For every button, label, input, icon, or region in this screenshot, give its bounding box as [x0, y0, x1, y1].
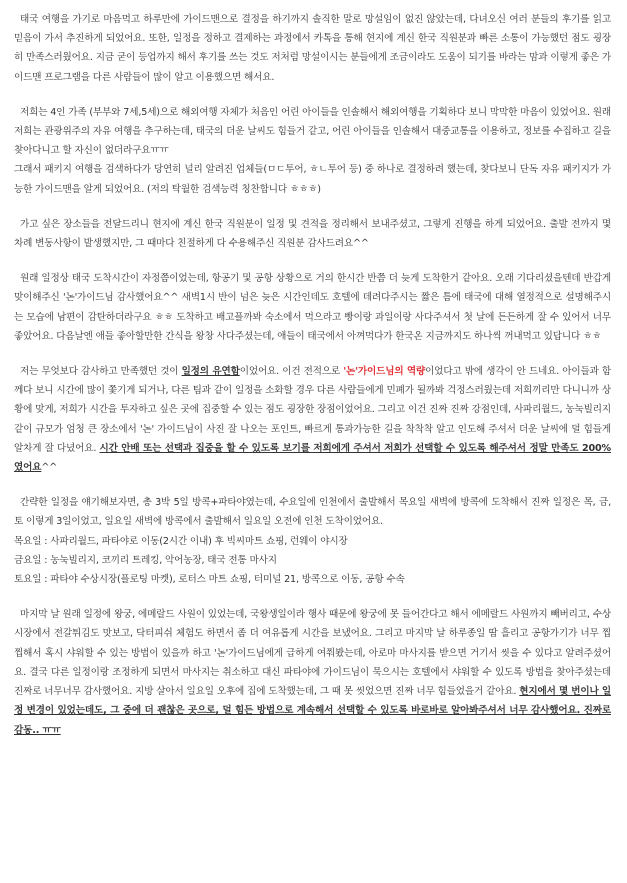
flexibility-paragraph	[14, 362, 611, 477]
schedule-paragraph	[14, 493, 611, 589]
flex-emphasis-1: 일정의 유연함	[181, 366, 240, 378]
flex-text-mid2: 이었다고 밖에 생각이 안 드네요. 아이들과 함께다 보니 시간에 많이 쫓기게 되거나, 다른 팀과 같이 일정을 소화할 경우 다른 사람들에게 민폐가 될까봐 걱정스러웠는데 저희끼리만 다니니까 상황에 맞게, 저희가 시간을 투자하고 싶은 곳에 집중할 수 있는 점도 굉장한 장점이었어요. 그리고 이건 진짜 진짜 강점인데, 사파리월드, 농눅빌리지 같이 규모가 엄청 큰 장소에서 '논' 가이드님이 사진 잘 나오는 포인트, 빠르게 통과가능한 길을 착착착 알고 인도해 주셔서 더운 날씨에 덜 힘들게 알차게 잘 다녔어요.	[14, 366, 611, 454]
last-day-paragraph	[14, 605, 611, 739]
guide-ability-highlight: '논'가이드님의 역량	[343, 366, 426, 378]
arrival-text: 원래 일정상 태국 도착시간이 자정쯤이었는데, 항공기 및 공항 상황으로 거의 한시간 반쯤 더 늦게 도착한거 같아요. 오래 기다리셨을텐데 반갑게 맞이해주신 '논'가이드님 감사했어요^^ 새벽1시 반이 넘은 늦은 시간인데도 호텔에 데려다주시는 짧은 틈에 태국에 대해 열정적으로 설명해주시는 모습에 남편이 감탄하더라구요 ㅎㅎ 도착하고 배고플까봐 숙소에서 먹으라고 빵이랑 과일이랑 사다주셔서 첫 날에 든든하게 잘 수 있어서 너무 좋았어요. 다음날엔 애들 좋아할만한 간식을 왕창 사다주셨는데, 애들이 태국에서 아껴먹다가 한국온 지금까지도 하나씩 꺼내먹고 있답니다 ㅎㅎ	[14, 273, 611, 342]
schedule-intro: 간략한 일정을 얘기해보자면, 총 3박 5일 방콕+파타야였는데, 수요일에 인천에서 출발해서 목요일 새벽에 방콕에 도착해서 진짜 일정은 목, 금, 토 이렇게 3일이었고, 일요일 새벽에 방콕에서 출발해서 일요일 오전에 인천 도착이었어요.	[14, 497, 611, 528]
flex-emphasis-2: 시간 안배 또는 선택과 집중을 할 수 있도록 보기를 저희에게 주셔서 저희가 선택할 수 있도록 해주셔서 정말 만족도 200%였어요	[14, 442, 611, 474]
intro-text: 태국 여행을 가기로 마음먹고 하루만에 가이드맨으로 결정을 하기까지 솔직한 말로 망설임이 없진 않았는데, 다녀오신 여러 분들의 후기를 읽고 믿음이 가서 추진하게 되었어요. 또한, 일정을 정하고 결제하는 과정에서 카톡을 통해 현지에 계신 한국 직원분과 빠른 소통이 가능했던 점도 굉장히 만족스러웠어요. 지금 굳이 등업까지 해서 후기를 쓰는 것도 저처럼 망설이시는 분들에게 조금이라도 도움이 되기를 바라는 맘과 이렇게 좋은 가이드맨 프로그램을 다른 사람들이 많이 알고 이용했으면 해서요.	[14, 14, 611, 83]
family-paragraph	[14, 103, 611, 199]
schedule-thursday: 목요일 : 사파리월드, 파타야로 이동(2시간 이내) 후 빅씨마트 쇼핑, 런웨이 야시장	[14, 535, 348, 547]
schedule-friday: 금요일 : 농눅빌리지, 코끼리 트레킹, 악어농장, 태국 전통 마사지	[14, 554, 277, 566]
last-day-text: 마지막 날 원래 일정에 왕궁, 에메랄드 사원이 있었는데, 국왕생일이라 행사 때문에 왕궁에 못 들어간다고 해서 에메랄드 사원까지 빼버리고, 수상시장에서 전갈튀김도 맛보고, 닥터피쉬 체험도 하면서 좀 더 여유롭게 시간을 보냈어요. 그리고 마지막 날 하루종일 땀 흘리고 공항가기가 너무 찝찝해서 혹시 샤워할 수 있는 방법이 있을까 하고 '논'가이드님에게 급하게 여쭤봤는데, 아로마 마사지를 받으면 거기서 씻을 수 있다고 알려주셨어요. 결국 다른 일정이랑 조정하게 되면서 마사지는 취소하고 대신 파타야에 가이드님이 묵으시는 호텔에서 샤워할 수 있도록 방법을 찾아주셨는데 진짜로 너무너무 감사했어요. 지방 살아서 일요일 오후에 집에 도착했는데, 그 때 못 씻었으면 진짜 너무 힘들었을거 같아요.	[14, 609, 611, 698]
schedule-saturday: 토요일 : 파타야 수상시장(플로팅 마켓), 로터스 마트 쇼핑, 터미널 21, 방콕으로 이동, 공항 수속	[14, 574, 405, 586]
intro-paragraph	[14, 10, 611, 87]
family-text-a: 저희는 4인 가족 (부부와 7세,5세)으로 해외여행 자체가 처음인 어린 아이들을 인솔해서 해외여행을 기획하다 보니 막막한 마음이 있었어요. 원래 저희는 관광위주의 자유 여행을 추구하는데, 태국의 더운 날씨도 힘들거 같고, 어린 아이들을 인솔해서 대중교통을 이용하고, 정보를 수집하고 길을 찾아다니고 할 자신이 없더라구요ㅠㅠ	[14, 106, 611, 157]
flex-text-pre: 저는 무엇보다 감사하고 만족했던 것이	[20, 366, 182, 378]
flex-text-end: ^^	[41, 462, 58, 474]
arrival-paragraph	[14, 269, 611, 346]
family-text-b: 그래서 패키지 여행을 검색하다가 당연히 널리 알려진 업체들(ㅁㄷ투어, ㅎㄴ투어 등) 중 하나로 결정하려 했는데, 찾다보니 단독 자유 패키지가 가능한 가이드맨을 알게 되었어요. (저의 탁월한 검색능력 칭찬합니다 ㅎㅎㅎ)	[14, 164, 611, 195]
planning-paragraph	[14, 215, 611, 253]
flex-text-mid1: 이었어요. 이건 전적으로	[239, 366, 344, 378]
planning-text: 가고 싶은 장소들을 전달드리니 현지에 계신 한국 직원분이 일정 및 견적을 정리해서 보내주셨고, 그렇게 진행을 하게 되었어요. 출발 전까지 몇 차례 변동사항이 발생했지만, 그 때마다 친절하게 다 수용해주신 직원분 감사드려요^^	[14, 218, 611, 250]
last-day-emphasis: 현지에서 몇 번이나 일정 변경이 있었는데도, 그 중에 더 괜찮은 곳으로, 덜 힘든 방법으로 계속해서 선택할 수 있도록 바로바로 알아봐주셔서 너무 감사했어요. 진짜로 감동.. ㅠㅠ	[14, 686, 611, 736]
